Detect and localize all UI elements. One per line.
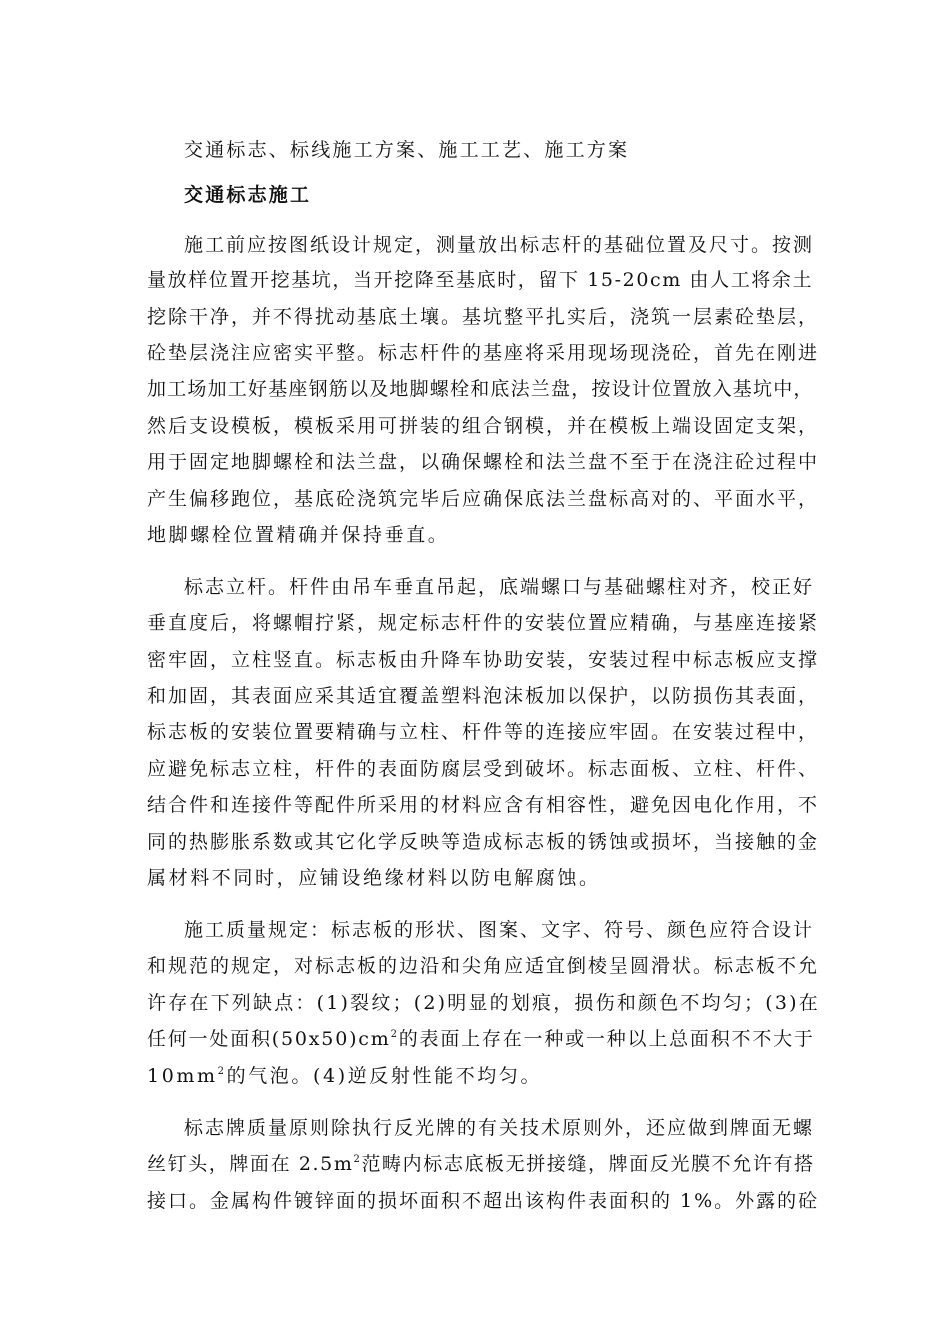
paragraph-line — [147, 1064, 542, 1088]
paragraph-line: 应避免标志立柱，杆件的表面防腐层受到破坏。标志面板、立柱、杆件、 — [147, 758, 820, 780]
paragraph-line: 施工前应按图纸设计规定，测量放出标志杆的基础位置及尺寸。按测 — [184, 234, 815, 256]
paragraph-line: 标志立杆。杆件由吊车垂直吊起，底端螺口与基础螺柱对齐，校正好 — [184, 576, 815, 598]
paragraph-line: 结合件和连接件等配件所采用的材料应含有相容性，避免因电化作用，不 — [147, 794, 820, 816]
paragraph-line: 然后支设模板，模板采用可拼装的组合钢模，并在模板上端设固定支架， — [147, 415, 820, 437]
line-segment: 任何一处面积(50x50)cm — [147, 1028, 391, 1050]
line-segment: 的气泡。(4)逆反射性能不均匀。 — [226, 1065, 543, 1087]
superscript: 2 — [390, 1029, 399, 1040]
paragraph-line: 砼垫层浇注应密实平整。标志杆件的基座将采用现场现浇砼，首先在刚进 — [147, 342, 820, 364]
paragraph-line: 标志板的安装位置要精确与立柱、杆件等的连接应牢固。在安装过程中， — [147, 721, 820, 743]
line-segment: 10mm — [147, 1065, 218, 1087]
paragraph-line: 属材料不同时，应铺设绝缘材料以防电解腐蚀。 — [147, 867, 601, 889]
paragraph-line: 施工质量规定：标志板的形状、图案、文字、符号、颜色应符合设计 — [184, 919, 815, 941]
paragraph-line — [147, 1152, 815, 1176]
paragraph-line: 同的热膨胀系数或其它化学反映等造成标志板的锈蚀或损坏，当接触的金 — [147, 831, 820, 853]
line-segment: 范畴内标志底板无拼接缝，牌面反光膜不允许有搭 — [361, 1153, 815, 1175]
section-heading: 交通标志施工 — [184, 184, 312, 206]
paragraph-line: 产生偏移跑位，基底砼浇筑完毕后应确保底法兰盘标高对的、平面水平， — [147, 488, 820, 510]
paragraph-line: 垂直度后，将螺帽拧紧，规定标志杆件的安装位置应精确，与基座连接紧 — [147, 612, 820, 634]
line-segment: 的表面上存在一种或一种以上总面积不不大于 — [398, 1028, 815, 1050]
superscript: 2 — [353, 1154, 362, 1165]
paragraph-line: 用于固定地脚螺栓和法兰盘，以确保螺栓和法兰盘不至于在浇注砼过程中 — [147, 451, 820, 473]
paragraph-line: 加工场加工好基座钢筋以及地脚螺栓和底法兰盘，按设计位置放入基坑中， — [147, 378, 814, 400]
paragraph-line: 密牢固，立柱竖直。标志板由升降车协助安装，安装过程中标志板应支撑 — [147, 649, 820, 671]
paragraph-line — [147, 1027, 815, 1051]
superscript: 2 — [217, 1066, 227, 1077]
document-title: 交通标志、标线施工方案、施工工艺、施工方案 — [184, 139, 630, 161]
paragraph-line: 许存在下列缺点：(1)裂纹；(2)明显的划痕，损伤和颜色不均匀；(3)在 — [147, 992, 820, 1014]
paragraph-line: 和规范的规定，对标志板的边沿和尖角应适宜倒棱呈圆滑状。标志板不允 — [147, 955, 820, 977]
paragraph-line: 地脚螺栓位置精确并保持垂直。 — [147, 524, 450, 546]
paragraph-line: 量放样位置开挖基坑，当开挖降至基底时，留下 15-20cm 由人工将余土 — [147, 269, 814, 291]
line-segment: 丝钉头，牌面在 2.5m — [147, 1153, 354, 1175]
paragraph-line: 接口。金属构件镀锌面的损坏面积不超出该构件表面积的 1%。外露的砼 — [147, 1190, 820, 1212]
paragraph-line: 标志牌质量原则除执行反光牌的有关技术原则外，还应做到牌面无螺 — [184, 1117, 815, 1139]
paragraph-line: 和加固，其表面应采其适宜覆盖塑料泡沫板加以保护，以防损伤其表面， — [147, 685, 820, 707]
paragraph-line: 挖除干净，并不得扰动基底土壤。基坑整平扎实后，浇筑一层素砼垫层， — [147, 306, 820, 328]
